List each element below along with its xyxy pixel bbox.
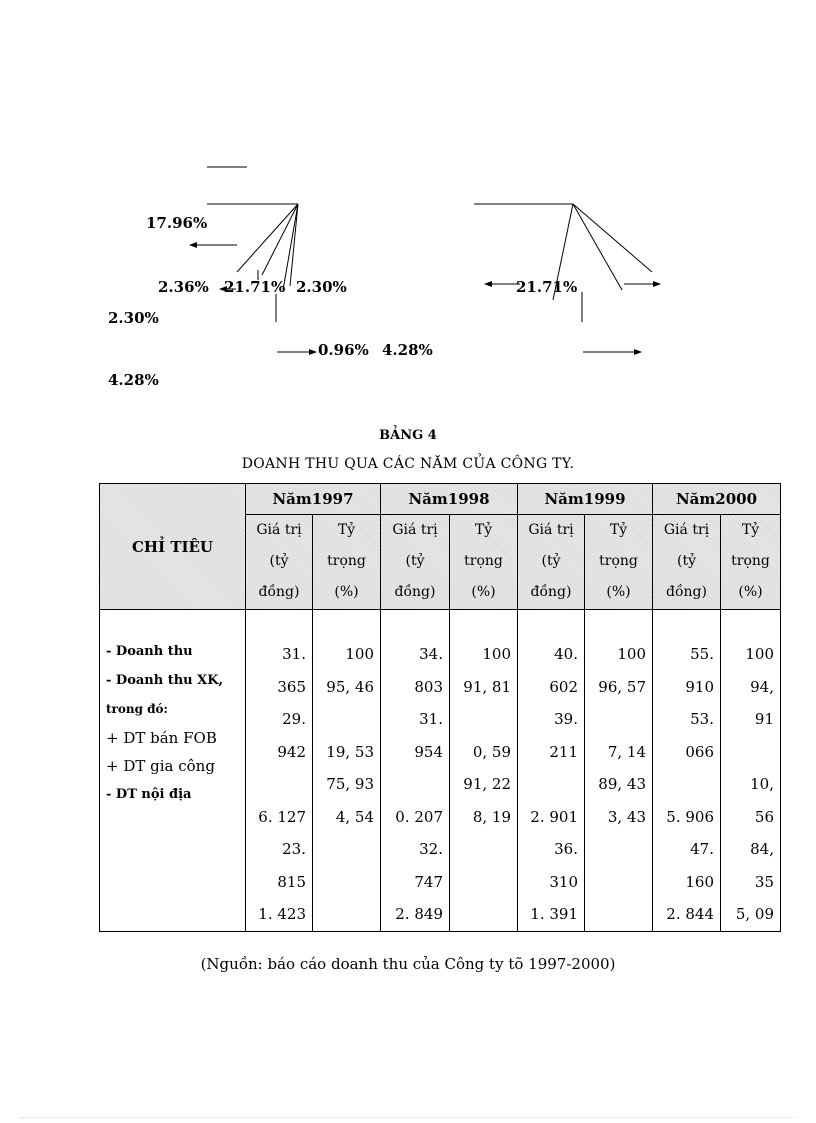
share-col-header: Tỷ trọng (%) [313, 515, 381, 610]
leader-line [573, 204, 652, 272]
share-col-header: Tỷ trọng (%) [585, 515, 653, 610]
row-label: + DT bán FOB [106, 728, 217, 747]
value-cell-1997: 31. 365 29. 942 6. 127 23. 815 1. 423 [246, 610, 313, 932]
value-col-header: Giá trị (tỷ đồng) [381, 515, 450, 610]
value-col-header: Giá trị (tỷ đồng) [518, 515, 585, 610]
row-labels-cell [100, 610, 246, 932]
row-label: + DT gia công [106, 757, 215, 775]
chart-label: 2.30% [296, 278, 347, 296]
year-header: Năm1998 [381, 484, 518, 515]
leader-line [573, 204, 622, 290]
page-bottom-divider [20, 1117, 796, 1118]
revenue-table [99, 483, 781, 932]
year-header: Năm1997 [246, 484, 381, 515]
share-col-header: Tỷ trọng (%) [721, 515, 781, 610]
value-col-header: Giá trị (tỷ đồng) [653, 515, 721, 610]
row-label: trong đó: [106, 702, 168, 716]
chart-label: 4.28% [108, 371, 159, 389]
chart-label: 21.71% [224, 278, 286, 296]
chart-label: 4.28% [382, 341, 433, 359]
chi-tieu-header: CHỈ TIÊU [100, 484, 246, 610]
row-label: - Doanh thu [106, 644, 193, 659]
chart-label: 2.30% [108, 309, 159, 327]
chart-label: 17.96% [146, 214, 208, 232]
table-subtitle: DOANH THU QUA CÁC NĂM CỦA CÔNG TY. [241, 456, 575, 472]
share-cell-1999: 100 96, 57 7, 14 89, 43 3, 43 [585, 610, 653, 932]
value-cell-2000: 55. 910 53. 066 5. 906 47. 160 2. 844 [653, 610, 721, 932]
row-label: - Doanh thu XK, [106, 672, 224, 688]
share-cell-1997: 100 95, 46 19, 53 75, 93 4, 54 [313, 610, 381, 932]
row-label: - DT nội địa [106, 786, 192, 802]
year-header: Năm2000 [653, 484, 781, 515]
share-col-header: Tỷ trọng (%) [450, 515, 518, 610]
share-cell-1998: 100 91, 81 0, 59 91, 22 8, 19 [450, 610, 518, 932]
value-col-header: Giá trị (tỷ đồng) [246, 515, 313, 610]
source-note: (Nguồn: báo cáo doanh thu của Công ty tõ 1997-2000) [200, 955, 616, 973]
chart-label: 21.71% [516, 278, 578, 296]
table-title: BẢNG 4 [379, 428, 437, 443]
share-cell-2000: 100 94, 91 10, 56 84, 35 5, 09 [721, 610, 781, 932]
year-header: Năm1999 [518, 484, 653, 515]
leader-line [237, 204, 298, 272]
value-cell-1998: 34. 803 31. 954 0. 207 32. 747 2. 849 [381, 610, 450, 932]
value-cell-1999: 40. 602 39. 211 2. 901 36. 310 1. 391 [518, 610, 585, 932]
chart-label: 2.36% [158, 278, 209, 296]
chart-label: 0.96% [318, 341, 369, 359]
